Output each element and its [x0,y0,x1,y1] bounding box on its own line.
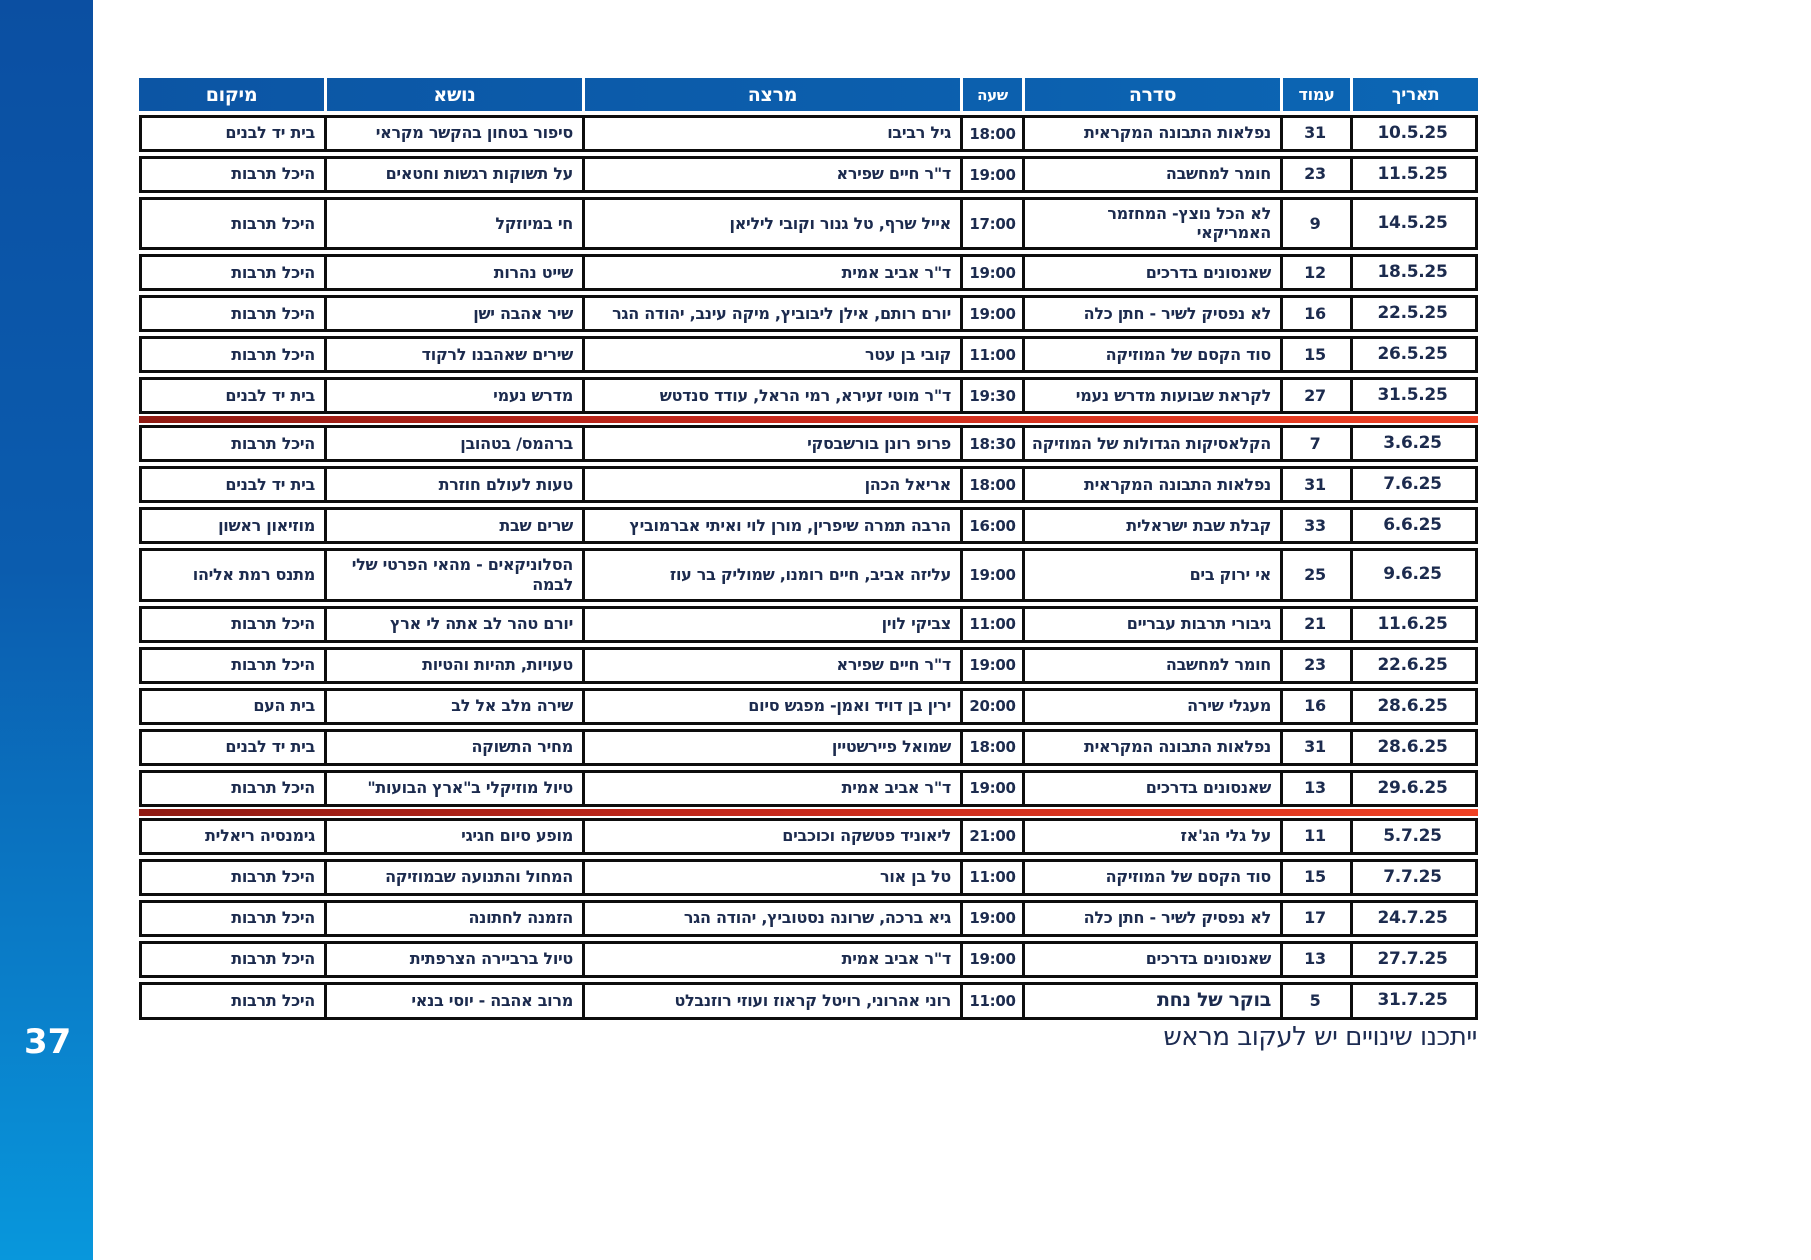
location-cell: היכל תרבות [139,197,327,250]
date-cell: 11.6.25 [1353,606,1478,643]
time-cell: 21:00 [963,818,1025,855]
date-cell: 28.6.25 [1353,729,1478,766]
page-ref-cell: 23 [1283,156,1353,193]
time-cell: 17:00 [963,197,1025,250]
series-cell: הקלאסיקות הגדולות של המוזיקה [1025,425,1283,462]
time-cell: 19:00 [963,770,1025,807]
page-ref-cell: 11 [1283,818,1353,855]
table-row [139,859,1478,896]
time-cell: 11:00 [963,606,1025,643]
series-cell: בוקר של נחת [1025,982,1283,1020]
time-cell: 16:00 [963,507,1025,544]
table-row [139,466,1478,503]
date-cell: 5.7.25 [1353,818,1478,855]
location-cell: בית יד לבנים [139,466,327,503]
table-row [139,770,1478,807]
lecturer-cell: ירין בן דויד ואמן- מפגש סיום [585,688,963,725]
page-ref-cell: 16 [1283,688,1353,725]
series-cell: לא נפסיק לשיר - חתן כלה [1025,295,1283,332]
table-row [139,295,1478,332]
header-topic: נושא [327,78,585,111]
time-cell: 18:00 [963,115,1025,152]
series-cell: חומר למחשבה [1025,156,1283,193]
table-row [139,818,1478,855]
table-row [139,900,1478,937]
time-cell: 19:00 [963,900,1025,937]
lecturer-cell: טל בן אור [585,859,963,896]
topic-cell: טיול מוזיקלי ב"ארץ הבועות" [327,770,585,807]
date-cell: 22.5.25 [1353,295,1478,332]
series-cell: מעגלי שירה [1025,688,1283,725]
table-row [139,425,1478,462]
page-ref-cell: 21 [1283,606,1353,643]
location-cell: בית יד לבנים [139,115,327,152]
date-cell: 7.7.25 [1353,859,1478,896]
location-cell: היכל תרבות [139,606,327,643]
location-cell: היכל תרבות [139,295,327,332]
lecturer-cell: ד"ר מוטי זעירא, רמי הראל, עודד סנדטש [585,377,963,414]
page-ref-cell: 27 [1283,377,1353,414]
location-cell: גימנסיה ריאלית [139,818,327,855]
series-cell: נפלאות התבונה המקראית [1025,115,1283,152]
page-ref-cell: 7 [1283,425,1353,462]
lecturer-cell: פרופ רונן בורשבסקי [585,425,963,462]
page-ref-cell: 33 [1283,507,1353,544]
location-cell: היכל תרבות [139,647,327,684]
series-cell: גיבורי תרבות עבריים [1025,606,1283,643]
lecturer-cell: ד"ר חיים שפירא [585,156,963,193]
series-cell: שאנסונים בדרכים [1025,941,1283,978]
lecturer-cell: ד"ר אביב אמית [585,770,963,807]
table-header [139,78,1478,111]
table-row [139,377,1478,414]
lecturer-cell: ליאוניד פטשקה וכוכבים [585,818,963,855]
series-cell: סוד הקסם של המוזיקה [1025,336,1283,373]
series-cell: נפלאות התבונה המקראית [1025,466,1283,503]
date-cell: 18.5.25 [1353,254,1478,291]
footer-note: ייתכנו שינויים יש לעקוב מראש [1163,1022,1477,1052]
date-cell: 22.6.25 [1353,647,1478,684]
page-ref-cell: 31 [1283,729,1353,766]
table-row [139,729,1478,766]
table-row [139,606,1478,643]
date-cell: 6.6.25 [1353,507,1478,544]
time-cell: 11:00 [963,982,1025,1020]
page-ref-cell: 13 [1283,770,1353,807]
topic-cell: ברהמס/ בטהובן [327,425,585,462]
lecturer-cell: ד"ר אביב אמית [585,254,963,291]
location-cell: היכל תרבות [139,336,327,373]
page-ref-cell: 16 [1283,295,1353,332]
page-ref-cell: 23 [1283,647,1353,684]
series-cell: קבלת שבת ישראלית [1025,507,1283,544]
lecturer-cell: הרבה תמרה שיפרין, מורן לוי ואיתי אברמוביץ [585,507,963,544]
time-cell: 19:00 [963,941,1025,978]
header-series: סדרה [1025,78,1283,111]
topic-cell: שירה מלב אל לב [327,688,585,725]
topic-cell: מדרש נעמי [327,377,585,414]
time-cell: 19:00 [963,647,1025,684]
location-cell: מתנס רמת אליהו [139,548,327,601]
page-number: 37 [24,1022,72,1062]
lecturer-cell: עליזה אביב, חיים רומנו, שמוליק בר עוז [585,548,963,601]
table-row [139,507,1478,544]
location-cell: היכל תרבות [139,900,327,937]
date-cell: 26.5.25 [1353,336,1478,373]
lecturer-cell: שמואל פיירשטיין [585,729,963,766]
lecturer-cell: יורם רותם, אילן ליבוביץ, מיקה עינב, יהודה הגר [585,295,963,332]
table-row [139,982,1478,1020]
section-divider [139,416,1478,423]
date-cell: 28.6.25 [1353,688,1478,725]
lecturer-cell: ד"ר חיים שפירא [585,647,963,684]
location-cell: היכל תרבות [139,156,327,193]
location-cell: היכל תרבות [139,425,327,462]
page-ref-cell: 15 [1283,336,1353,373]
time-cell: 18:00 [963,729,1025,766]
page-ref-cell: 31 [1283,115,1353,152]
date-cell: 9.6.25 [1353,548,1478,601]
topic-cell: מרוב אהבה - יוסי בנאי [327,982,585,1020]
series-cell: על גלי הג'אז [1025,818,1283,855]
page-ref-cell: 17 [1283,900,1353,937]
location-cell: בית יד לבנים [139,729,327,766]
table-row [139,115,1478,152]
topic-cell: סיפור בטחון בהקשר מקראי [327,115,585,152]
header-lecturer: מרצה [585,78,963,111]
date-cell: 11.5.25 [1353,156,1478,193]
location-cell: היכל תרבות [139,770,327,807]
time-cell: 19:00 [963,548,1025,601]
page-ref-cell: 31 [1283,466,1353,503]
time-cell: 19:00 [963,254,1025,291]
table-row [139,647,1478,684]
table-row [139,254,1478,291]
schedule-table [139,78,1478,1020]
lecturer-cell: ד"ר אביב אמית [585,941,963,978]
topic-cell: המחול והתנועה שבמוזיקה [327,859,585,896]
series-cell: אי ירוק בים [1025,548,1283,601]
page-ref-cell: 13 [1283,941,1353,978]
topic-cell: שרים שבת [327,507,585,544]
time-cell: 11:00 [963,859,1025,896]
header-time: שעה [963,78,1025,111]
time-cell: 18:00 [963,466,1025,503]
location-cell: היכל תרבות [139,982,327,1020]
topic-cell: שיר אהבה ישן [327,295,585,332]
lecturer-cell: גיל רביבו [585,115,963,152]
topic-cell: מחיר התשוקה [327,729,585,766]
location-cell: היכל תרבות [139,859,327,896]
date-cell: 3.6.25 [1353,425,1478,462]
time-cell: 19:30 [963,377,1025,414]
table-row [139,941,1478,978]
date-cell: 31.7.25 [1353,982,1478,1020]
series-cell: לא נפסיק לשיר - חתן כלה [1025,900,1283,937]
time-cell: 19:00 [963,156,1025,193]
page-side-band [0,0,93,1260]
page-ref-cell: 12 [1283,254,1353,291]
series-cell: שאנסונים בדרכים [1025,254,1283,291]
series-cell: לא הכל נוצץ- המחזמר האמריקאי [1025,197,1283,250]
topic-cell: הסלוניקאים - מהאי הפרטי שלי לבמה [327,548,585,601]
lecturer-cell: רוני אהרוני, רויטל קראוז ועוזי רוזנבלט [585,982,963,1020]
page-ref-cell: 9 [1283,197,1353,250]
topic-cell: הזמנה לחתונה [327,900,585,937]
topic-cell: טעויות, תהיות והטיות [327,647,585,684]
section-divider [139,809,1478,816]
table-row [139,197,1478,250]
lecturer-cell: גיא ברכה, שרונה נסטוביץ, יהודה הגר [585,900,963,937]
lecturer-cell: אריאל הכהן [585,466,963,503]
date-cell: 24.7.25 [1353,900,1478,937]
date-cell: 29.6.25 [1353,770,1478,807]
topic-cell: יורם טהר לב אתה לי ארץ [327,606,585,643]
series-cell: לקראת שבועות מדרש נעמי [1025,377,1283,414]
series-cell: סוד הקסם של המוזיקה [1025,859,1283,896]
location-cell: בית העם [139,688,327,725]
location-cell: מוזיאון ראשון [139,507,327,544]
date-cell: 7.6.25 [1353,466,1478,503]
series-cell: נפלאות התבונה המקראית [1025,729,1283,766]
topic-cell: טעות לעולם חוזרת [327,466,585,503]
date-cell: 14.5.25 [1353,197,1478,250]
series-cell: חומר למחשבה [1025,647,1283,684]
page-ref-cell: 15 [1283,859,1353,896]
topic-cell: שירים שאהבנו לרקוד [327,336,585,373]
header-page: עמוד [1283,78,1353,111]
table-row [139,336,1478,373]
table-row [139,156,1478,193]
table-row [139,548,1478,601]
page-ref-cell: 25 [1283,548,1353,601]
header-date: תאריך [1391,84,1440,105]
lecturer-cell: אייל שרף, טל גנור וקובי ליליאן [585,197,963,250]
table-body [139,115,1478,1020]
table-row [139,688,1478,725]
time-cell: 11:00 [963,336,1025,373]
location-cell: בית יד לבנים [139,377,327,414]
topic-cell: על תשוקות רגשות וחטאים [327,156,585,193]
topic-cell: שייט נהרות [327,254,585,291]
lecturer-cell: קובי בן עטר [585,336,963,373]
location-cell: היכל תרבות [139,254,327,291]
date-cell: 10.5.25 [1353,115,1478,152]
topic-cell: טיול ברביירה הצרפתית [327,941,585,978]
location-cell: היכל תרבות [139,941,327,978]
lecturer-cell: צביקי לוין [585,606,963,643]
date-cell: 31.5.25 [1353,377,1478,414]
date-cell: 27.7.25 [1353,941,1478,978]
topic-cell: חי במיוזקל [327,197,585,250]
time-cell: 18:30 [963,425,1025,462]
topic-cell: מופע סיום חגיגי [327,818,585,855]
header-location: מיקום [139,78,327,111]
time-cell: 20:00 [963,688,1025,725]
time-cell: 19:00 [963,295,1025,332]
series-cell: שאנסונים בדרכים [1025,770,1283,807]
page-ref-cell: 5 [1283,982,1353,1020]
